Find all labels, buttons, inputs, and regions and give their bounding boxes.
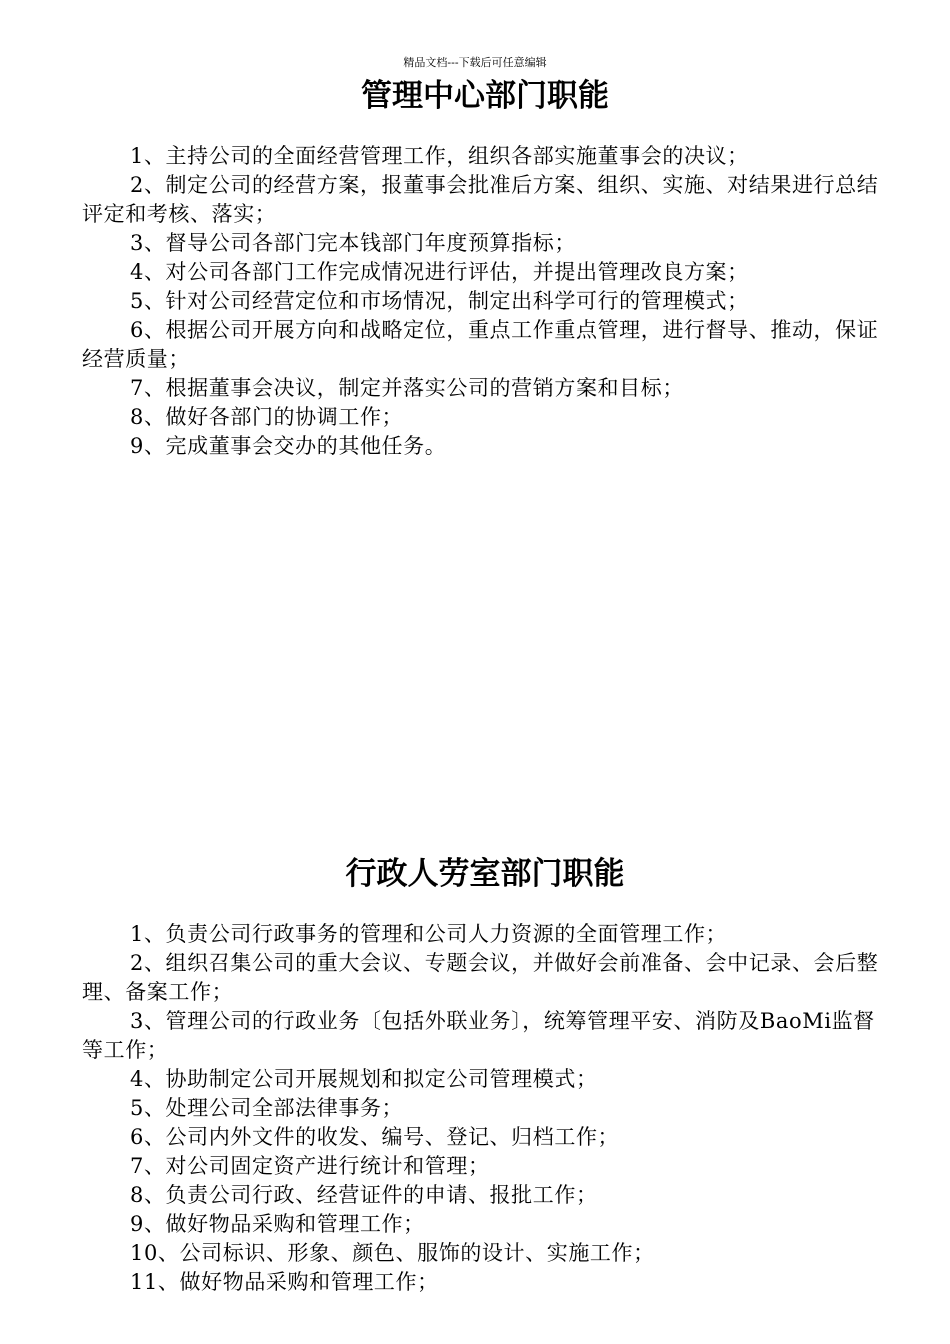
duty-item: 2、制定公司的经营方案，报董事会批准后方案、组织、实施、对结果进行总结评定和考核、落实； bbox=[82, 173, 879, 226]
duty-item: 4、对公司各部门工作完成情况进行评估，并提出管理改良方案； bbox=[130, 260, 749, 284]
duty-item: 5、针对公司经营定位和市场情况，制定出科学可行的管理模式； bbox=[130, 289, 749, 313]
duty-item: 5、处理公司全部法律事务； bbox=[130, 1096, 404, 1120]
section-management-center bbox=[82, 74, 888, 461]
duty-item: 1、负责公司行政事务的管理和公司人力资源的全面管理工作； bbox=[130, 922, 728, 946]
duty-item: 9、做好物品采购和管理工作； bbox=[130, 1212, 425, 1236]
duty-list bbox=[82, 142, 888, 461]
duty-list bbox=[82, 920, 888, 1297]
duty-item: 6、公司内外文件的收发、编号、登记、归档工作； bbox=[130, 1125, 620, 1149]
duty-item: 2、组织召集公司的重大会议、专题会议，并做好会前准备、会中记录、会后整理、备案工作； bbox=[82, 951, 879, 1004]
duty-item: 11、做好物品采购和管理工作； bbox=[130, 1270, 439, 1294]
duty-item: 9、完成董事会交办的其他任务。 bbox=[130, 434, 447, 458]
duty-item: 3、管理公司的行政业务〔包括外联业务〕，统筹管理平安、消防及BaoMi监督等工作； bbox=[82, 1009, 875, 1062]
duty-item: 7、根据董事会决议，制定并落实公司的营销方案和目标； bbox=[130, 376, 684, 400]
duty-item: 7、对公司固定资产进行统计和管理； bbox=[130, 1154, 490, 1178]
duty-item: 4、协助制定公司开展规划和拟定公司管理模式； bbox=[130, 1067, 598, 1091]
duty-item: 3、督导公司各部门完本钱部门年度预算指标； bbox=[130, 231, 576, 255]
duty-item: 1、主持公司的全面经营管理工作，组织各部实施董事会的决议； bbox=[130, 144, 749, 168]
duty-item: 10、公司标识、形象、颜色、服饰的设计、实施工作； bbox=[130, 1241, 655, 1265]
duty-item: 8、负责公司行政、经营证件的申请、报批工作； bbox=[130, 1183, 598, 1207]
duty-item: 8、做好各部门的协调工作； bbox=[130, 405, 404, 429]
section-admin-hr-office bbox=[82, 852, 888, 1297]
header-note: 精品文档---下载后可任意编辑 bbox=[403, 56, 547, 69]
duty-item: 6、根据公司开展方向和战略定位，重点工作重点管理，进行督导、推动，保证经营质量； bbox=[82, 318, 879, 371]
section-title: 行政人劳室部门职能 bbox=[345, 856, 625, 892]
section-title: 管理中心部门职能 bbox=[361, 78, 609, 114]
